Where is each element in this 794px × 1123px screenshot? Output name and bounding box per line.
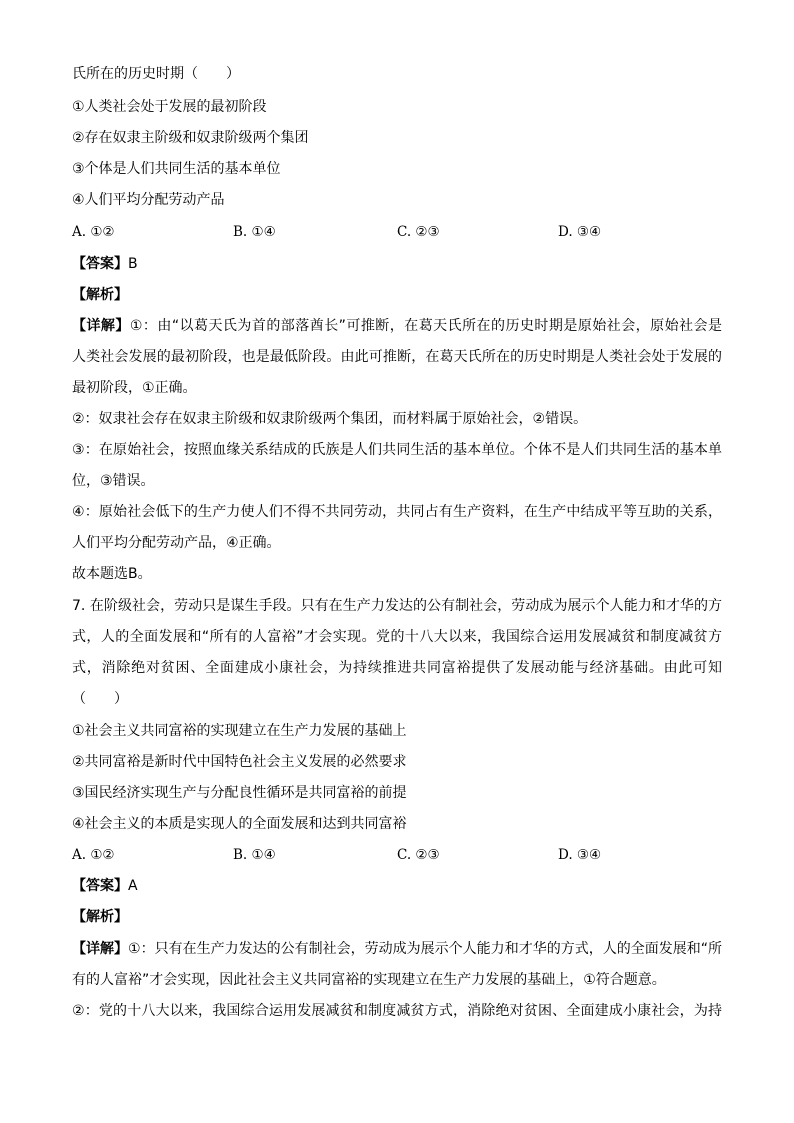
q7-analysis-line-1: 【详解】①：只有在生产力发达的公有制社会，劳动成为展示个人能力和才华的方式，人的全面发展和“所 <box>72 941 723 957</box>
q7-option-a: A. ①② <box>72 847 115 863</box>
q7-stem-line-4: （ ） <box>72 691 128 707</box>
q7-detail-tag: 【详解】 <box>72 941 129 957</box>
q6-analysis-line-2: 人类社会发展的最初阶段，也是最低阶段。由此可推断，在葛天氏所在的历史时期是人类社会处于发展的 <box>72 349 722 365</box>
q7-answer-line <box>72 876 722 896</box>
q6-analysis-line-3: 最初阶段，①正确。 <box>72 380 197 396</box>
q6-conclusion: 故本题选B。 <box>72 566 152 582</box>
q7-statement-2: ②共同富裕是新时代中国特色社会主义发展的必然要求 <box>72 754 407 770</box>
q6-answer-tag: 【答案】 <box>72 256 128 272</box>
q6-statement-3: ③个体是人们共同生活的基本单位 <box>72 161 281 177</box>
q6-analysis-line-6: 位，③错误。 <box>72 473 155 489</box>
q6-analysis-line-1: 【详解】①：由“以葛天氏为首的部落酋长”可推断，在葛天氏所在的历史时期是原始社会，原始社会是 <box>72 318 723 334</box>
q7-option-c: C. ②③ <box>397 847 440 863</box>
q6-option-b: B. ①④ <box>233 224 276 240</box>
q7-statement-1: ①社会主义共同富裕的实现建立在生产力发展的基础上 <box>72 723 407 739</box>
q7-analysis-line-3: ②：党的十八大以来，我国综合运用发展减贫和制度减贫方式，消除绝对贫困、全面建成小康社会，为持 <box>72 1003 722 1019</box>
q7-stem-line-3: 式，消除绝对贫困、全面建成小康社会，为持续推进共同富裕提供了发展动能与经济基础。由此可知 <box>72 660 722 676</box>
q6-answer-line <box>72 254 722 274</box>
q6-answer-value: B <box>128 256 138 272</box>
q7-analysis-heading: 【解析】 <box>72 909 128 925</box>
q6-analysis-line-8: 人们平均分配劳动产品，④正确。 <box>72 535 281 551</box>
q7-option-d: D. ③④ <box>558 847 602 863</box>
q6-option-d: D. ③④ <box>558 224 602 240</box>
q7-analysis-line-2: 有的人富裕”才会实现，因此社会主义共同富裕的实现建立在生产力发展的基础上，①符合题意。 <box>72 972 666 988</box>
q6-statement-1: ①人类社会处于发展的最初阶段 <box>72 99 267 115</box>
q7-answer-value: A <box>128 878 138 894</box>
q7-stem-line-2: 式，人的全面发展和“所有的人富裕”才会实现。党的十八大以来，我国综合运用发展减贫和制度减贫方 <box>72 629 722 645</box>
q6-analysis-line-5: ③：在原始社会，按照血缘关系结成的氏族是人们共同生活的基本单位。个体不是人们共同生活的基本单 <box>72 442 722 458</box>
q6-analysis-heading: 【解析】 <box>72 287 128 303</box>
q7-statement-4: ④社会主义的本质是实现人的全面发展和达到共同富裕 <box>72 816 407 832</box>
q6-statement-2: ②存在奴隶主阶级和奴隶阶级两个集团 <box>72 130 309 146</box>
q7-stem-line-1: 7. 在阶级社会，劳动只是谋生手段。只有在生产力发达的公有制社会，劳动成为展示个人能力和才华的方 <box>72 598 722 614</box>
q6-analysis-line-7: ④：原始社会低下的生产力使人们不得不共同劳动，共同占有生产资料，在生产中结成平等互助的关系， <box>72 504 722 520</box>
q6-option-c: C. ②③ <box>397 224 440 240</box>
q7-statement-3: ③国民经济实现生产与分配良性循环是共同富裕的前提 <box>72 785 407 801</box>
q6-analysis-line-4: ②：奴隶社会存在奴隶主阶级和奴隶阶级两个集团，而材料属于原始社会，②错误。 <box>72 411 588 427</box>
q6-option-a: A. ①② <box>72 224 115 240</box>
q7-option-b: B. ①④ <box>233 847 276 863</box>
q6-statement-4: ④人们平均分配劳动产品 <box>72 192 225 208</box>
q6-detail-tag: 【详解】 <box>72 318 130 334</box>
q7-answer-tag: 【答案】 <box>72 878 128 894</box>
q6-stem-tail: 氏所在的历史时期（ ） <box>72 66 240 82</box>
